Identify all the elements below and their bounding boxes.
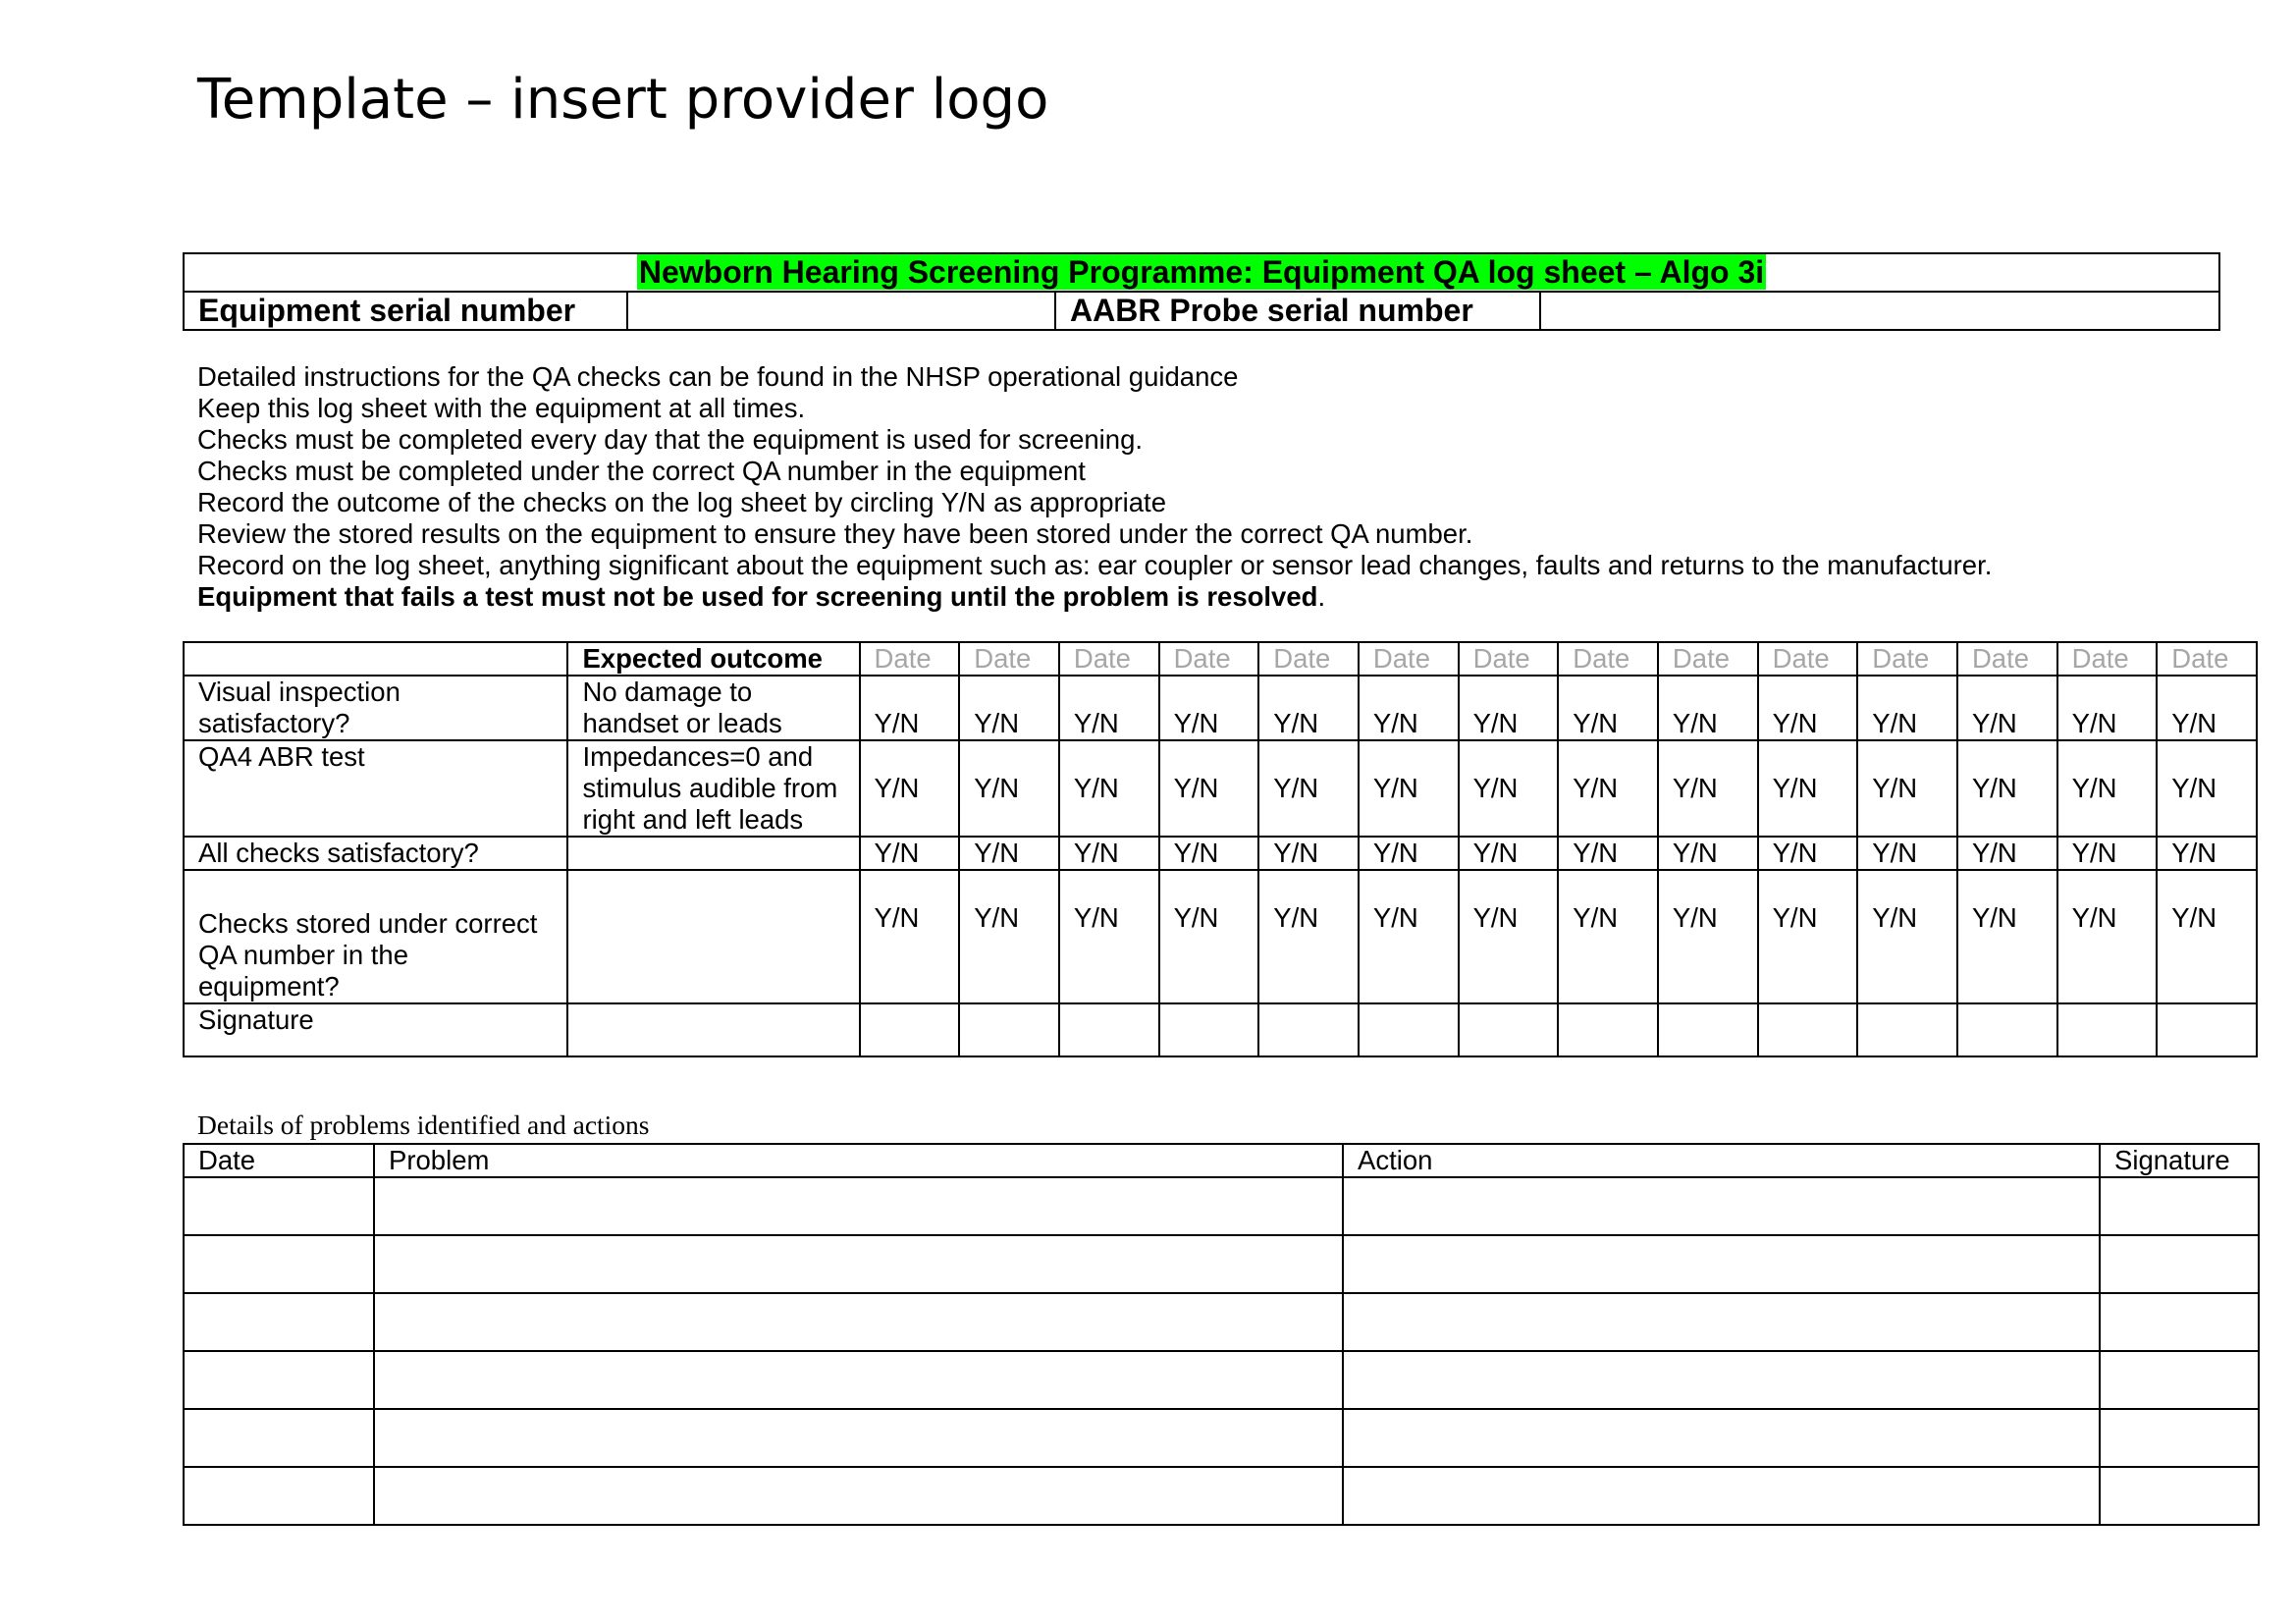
yn-cell[interactable]: Y/N xyxy=(1758,740,1858,837)
problems-header-action: Action xyxy=(1343,1144,2100,1177)
qa-check-label-line: QA number in the xyxy=(198,940,409,970)
problems-header-problem: Problem xyxy=(374,1144,1343,1177)
yn-cell[interactable]: Y/N xyxy=(1658,740,1758,837)
signature-cell[interactable] xyxy=(860,1003,960,1056)
qa-signature-blank xyxy=(567,1003,859,1056)
log-sheet-title: Newborn Hearing Screening Programme: Equipment QA log sheet – Algo 3i xyxy=(638,254,1765,290)
date-cell[interactable]: Date xyxy=(860,642,960,676)
instruction-line: Record on the log sheet, anything significant about the equipment such as: ear coupler or sensor lead changes, faults and returns to the manufacturer. xyxy=(197,550,1993,580)
instruction-warning-end: . xyxy=(1317,581,1326,612)
date-cell[interactable]: Date xyxy=(1459,642,1559,676)
problem-date-cell[interactable] xyxy=(184,1177,374,1235)
qa-check-label xyxy=(184,837,567,870)
signature-cell[interactable] xyxy=(1159,1003,1259,1056)
yn-cell[interactable]: Y/N xyxy=(1258,740,1359,837)
yn-cell[interactable]: Y/N xyxy=(1258,837,1359,870)
problem-action-cell[interactable] xyxy=(1343,1351,2100,1409)
yn-cell[interactable]: Y/N xyxy=(1857,740,1957,837)
equipment-header-table xyxy=(183,252,2220,331)
date-cell[interactable]: Date xyxy=(1558,642,1658,676)
problem-date-cell[interactable] xyxy=(184,1351,374,1409)
yn-cell[interactable]: Y/N xyxy=(1957,740,2057,837)
problem-row xyxy=(184,1409,2259,1467)
signature-cell[interactable] xyxy=(1758,1003,1858,1056)
yn-cell[interactable]: Y/N xyxy=(2057,870,2158,1003)
problem-row xyxy=(184,1235,2259,1293)
problem-description-cell[interactable] xyxy=(374,1293,1343,1351)
qa-expected-outcome xyxy=(567,837,859,870)
qa-check-label-line: QA4 ABR test xyxy=(198,741,365,772)
yn-cell[interactable]: Y/N xyxy=(1857,870,1957,1003)
yn-cell[interactable]: Y/N xyxy=(1159,740,1259,837)
yn-cell[interactable]: Y/N xyxy=(1258,676,1359,740)
instruction-line: Keep this log sheet with the equipment at all times. xyxy=(197,393,806,423)
yn-cell[interactable]: Y/N xyxy=(2157,676,2257,740)
problem-signature-cell[interactable] xyxy=(2100,1467,2259,1525)
problem-signature-cell[interactable] xyxy=(2100,1177,2259,1235)
probe-serial-label: AABR Probe serial number xyxy=(1055,292,1540,330)
yn-cell[interactable]: Y/N xyxy=(2157,837,2257,870)
date-cell[interactable]: Date xyxy=(1059,642,1159,676)
yn-cell[interactable]: Y/N xyxy=(1957,870,2057,1003)
yn-cell[interactable]: Y/N xyxy=(1059,870,1159,1003)
qa-check-label xyxy=(184,740,567,837)
signature-cell[interactable] xyxy=(1258,1003,1359,1056)
instruction-line: Checks must be completed every day that the equipment is used for screening. xyxy=(197,424,1144,455)
qa-check-label-line: Checks stored under correct xyxy=(198,908,538,939)
signature-cell[interactable] xyxy=(1359,1003,1459,1056)
problem-description-cell[interactable] xyxy=(374,1235,1343,1293)
qa-expected-outcome xyxy=(567,870,859,1003)
yn-cell[interactable]: Y/N xyxy=(1459,870,1559,1003)
yn-cell[interactable]: Y/N xyxy=(2057,837,2158,870)
yn-cell[interactable]: Y/N xyxy=(1159,837,1259,870)
date-cell[interactable]: Date xyxy=(2057,642,2158,676)
qa-expected-outcome xyxy=(567,740,859,837)
date-cell[interactable]: Date xyxy=(1658,642,1758,676)
signature-cell[interactable] xyxy=(1459,1003,1559,1056)
signature-cell[interactable] xyxy=(1957,1003,2057,1056)
problem-description-cell[interactable] xyxy=(374,1351,1343,1409)
problem-action-cell[interactable] xyxy=(1343,1293,2100,1351)
page-title: Template – insert provider logo xyxy=(197,68,1049,132)
date-cell[interactable]: Date xyxy=(1258,642,1359,676)
qa-expected-outcome xyxy=(567,676,859,740)
yn-cell[interactable]: Y/N xyxy=(1359,740,1459,837)
probe-serial-field[interactable] xyxy=(1540,292,2219,330)
yn-cell[interactable]: Y/N xyxy=(959,676,1059,740)
yn-cell[interactable]: Y/N xyxy=(1658,870,1758,1003)
yn-cell[interactable]: Y/N xyxy=(1857,676,1957,740)
problem-row xyxy=(184,1467,2259,1525)
signature-cell[interactable] xyxy=(1558,1003,1658,1056)
problem-signature-cell[interactable] xyxy=(2100,1351,2259,1409)
qa-check-label-line: satisfactory? xyxy=(198,708,350,738)
qa-check-label xyxy=(184,870,567,1003)
problem-description-cell[interactable] xyxy=(374,1467,1343,1525)
qa-signature-label: Signature xyxy=(184,1003,567,1056)
yn-cell[interactable]: Y/N xyxy=(1957,676,2057,740)
yn-cell[interactable]: Y/N xyxy=(1758,676,1858,740)
problem-row xyxy=(184,1177,2259,1235)
signature-cell[interactable] xyxy=(2057,1003,2158,1056)
yn-cell[interactable]: Y/N xyxy=(1159,870,1259,1003)
yn-cell[interactable]: Y/N xyxy=(1857,837,1957,870)
instruction-line: Review the stored results on the equipment to ensure they have been stored under the correct QA number. xyxy=(197,518,1473,549)
qa-expected-line: handset or leads xyxy=(582,708,782,738)
equipment-serial-field[interactable] xyxy=(627,292,1055,330)
yn-cell[interactable]: Y/N xyxy=(2057,740,2158,837)
yn-cell[interactable]: Y/N xyxy=(860,676,960,740)
yn-cell[interactable]: Y/N xyxy=(1558,870,1658,1003)
yn-cell[interactable]: Y/N xyxy=(959,870,1059,1003)
problem-action-cell[interactable] xyxy=(1343,1235,2100,1293)
yn-cell[interactable]: Y/N xyxy=(1658,837,1758,870)
yn-cell[interactable]: Y/N xyxy=(1059,837,1159,870)
yn-cell[interactable]: Y/N xyxy=(1558,676,1658,740)
date-cell[interactable]: Date xyxy=(1857,642,1957,676)
yn-cell[interactable]: Y/N xyxy=(1558,837,1658,870)
qa-check-label-line: All checks satisfactory? xyxy=(198,838,479,868)
yn-cell[interactable]: Y/N xyxy=(959,740,1059,837)
qa-expected-line: stimulus audible from xyxy=(582,773,838,803)
problem-date-cell[interactable] xyxy=(184,1293,374,1351)
problem-action-cell[interactable] xyxy=(1343,1467,2100,1525)
yn-cell[interactable]: Y/N xyxy=(1359,837,1459,870)
problem-date-cell[interactable] xyxy=(184,1409,374,1467)
yn-cell[interactable]: Y/N xyxy=(860,870,960,1003)
yn-cell[interactable]: Y/N xyxy=(1359,676,1459,740)
qa-expected-line: Impedances=0 and xyxy=(582,741,814,772)
qa-check-label-line: equipment? xyxy=(198,971,340,1001)
problem-action-cell[interactable] xyxy=(1343,1409,2100,1467)
date-cell[interactable]: Date xyxy=(1159,642,1259,676)
problem-date-cell[interactable] xyxy=(184,1235,374,1293)
signature-cell[interactable] xyxy=(1857,1003,1957,1056)
instruction-warning xyxy=(197,581,1992,613)
yn-cell[interactable]: Y/N xyxy=(860,837,960,870)
equipment-serial-label: Equipment serial number xyxy=(184,292,627,330)
problem-action-cell[interactable] xyxy=(1343,1177,2100,1235)
date-cell[interactable]: Date xyxy=(1957,642,2057,676)
problems-caption: Details of problems identified and actions xyxy=(197,1110,650,1140)
date-cell[interactable]: Date xyxy=(1758,642,1858,676)
yn-cell[interactable]: Y/N xyxy=(959,837,1059,870)
qa-header-check xyxy=(184,642,567,676)
instruction-line: Record the outcome of the checks on the log sheet by circling Y/N as appropriate xyxy=(197,487,1166,517)
yn-cell[interactable]: Y/N xyxy=(1459,837,1559,870)
qa-expected-line: No damage to xyxy=(582,677,753,707)
problem-date-cell[interactable] xyxy=(184,1467,374,1525)
instruction-line: Detailed instructions for the QA checks can be found in the NHSP operational guidance xyxy=(197,361,1239,392)
yn-cell[interactable]: Y/N xyxy=(1758,837,1858,870)
qa-check-label-line: Visual inspection xyxy=(198,677,400,707)
signature-cell[interactable] xyxy=(1658,1003,1758,1056)
qa-checks-table xyxy=(183,641,2258,1057)
yn-cell[interactable]: Y/N xyxy=(2157,870,2257,1003)
yn-cell[interactable]: Y/N xyxy=(1059,676,1159,740)
problem-description-cell[interactable] xyxy=(374,1177,1343,1235)
problem-row xyxy=(184,1351,2259,1409)
problems-header-signature: Signature xyxy=(2100,1144,2259,1177)
yn-cell[interactable]: Y/N xyxy=(1459,676,1559,740)
instruction-line: Checks must be completed under the correct QA number in the equipment xyxy=(197,456,1086,486)
instructions xyxy=(197,361,1992,613)
yn-cell[interactable]: Y/N xyxy=(1258,870,1359,1003)
yn-cell[interactable]: Y/N xyxy=(860,740,960,837)
problem-signature-cell[interactable] xyxy=(2100,1293,2259,1351)
qa-header-expected: Expected outcome xyxy=(567,642,859,676)
qa-expected-line: right and left leads xyxy=(582,804,804,835)
date-cell[interactable]: Date xyxy=(1359,642,1459,676)
date-cell[interactable]: Date xyxy=(959,642,1059,676)
problems-header-date: Date xyxy=(184,1144,374,1177)
yn-cell[interactable]: Y/N xyxy=(1059,740,1159,837)
problems-table xyxy=(183,1143,2260,1526)
problem-signature-cell[interactable] xyxy=(2100,1409,2259,1467)
yn-cell[interactable]: Y/N xyxy=(2157,740,2257,837)
signature-cell[interactable] xyxy=(1059,1003,1159,1056)
yn-cell[interactable]: Y/N xyxy=(1957,837,2057,870)
signature-cell[interactable] xyxy=(959,1003,1059,1056)
yn-cell[interactable]: Y/N xyxy=(1359,870,1459,1003)
log-sheet-title-cell xyxy=(184,253,2219,292)
yn-cell[interactable]: Y/N xyxy=(2057,676,2158,740)
yn-cell[interactable]: Y/N xyxy=(1658,676,1758,740)
problem-signature-cell[interactable] xyxy=(2100,1235,2259,1293)
signature-cell[interactable] xyxy=(2157,1003,2257,1056)
yn-cell[interactable]: Y/N xyxy=(1558,740,1658,837)
problem-row xyxy=(184,1293,2259,1351)
instruction-warning-bold: Equipment that fails a test must not be used for screening until the problem is resolved xyxy=(197,581,1318,612)
yn-cell[interactable]: Y/N xyxy=(1459,740,1559,837)
problem-description-cell[interactable] xyxy=(374,1409,1343,1467)
yn-cell[interactable]: Y/N xyxy=(1159,676,1259,740)
qa-check-label xyxy=(184,676,567,740)
yn-cell[interactable]: Y/N xyxy=(1758,870,1858,1003)
date-cell[interactable]: Date xyxy=(2157,642,2257,676)
